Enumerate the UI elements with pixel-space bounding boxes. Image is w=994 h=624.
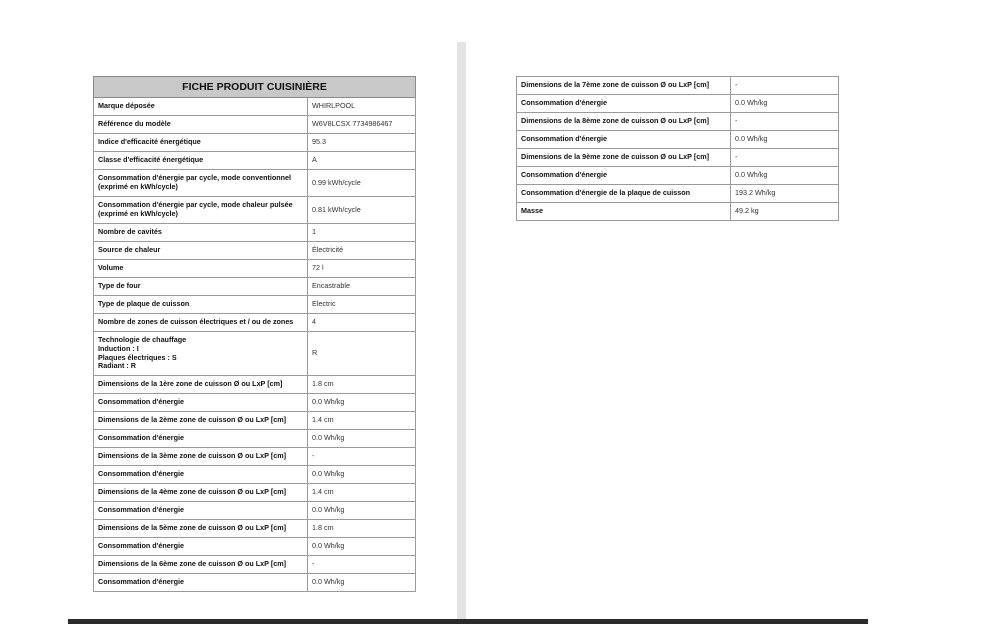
table-row [517, 149, 839, 167]
row-label: Type de plaque de cuisson [94, 296, 308, 314]
row-value: 49.2 kg [731, 203, 839, 221]
row-value: 0.0 Wh/kg [731, 131, 839, 149]
table-row [517, 95, 839, 113]
row-value: - [731, 113, 839, 131]
row-label: Dimensions de la 2ème zone de cuisson Ø ou LxP [cm] [94, 412, 308, 430]
table-body [517, 77, 839, 221]
row-label: Masse [517, 203, 731, 221]
row-value: 1.8 cm [308, 520, 416, 538]
row-label: Volume [94, 260, 308, 278]
row-value: 72 l [308, 260, 416, 278]
row-label: Dimensions de la 6ème zone de cuisson Ø ou LxP [cm] [94, 556, 308, 574]
row-value: 0.0 Wh/kg [308, 574, 416, 592]
table-row [517, 113, 839, 131]
table-row [94, 448, 416, 466]
table-header-row [94, 77, 416, 98]
table-row [94, 332, 416, 376]
table-row [94, 170, 416, 197]
row-value: R [308, 332, 416, 376]
row-label: Nombre de zones de cuisson électriques et / ou de zones [94, 314, 308, 332]
row-label: Dimensions de la 7ème zone de cuisson Ø ou LxP [cm] [517, 77, 731, 95]
row-value: - [731, 149, 839, 167]
table-row [517, 203, 839, 221]
table-row [94, 484, 416, 502]
row-value: Encastrable [308, 278, 416, 296]
table-row [517, 131, 839, 149]
table-row [94, 376, 416, 394]
row-value: 4 [308, 314, 416, 332]
table-row [94, 278, 416, 296]
row-value: 0.0 Wh/kg [731, 95, 839, 113]
row-label: Classe d'efficacité énergétique [94, 152, 308, 170]
row-label: Consommation d'énergie par cycle, mode conventionnel (exprimé en kWh/cycle) [94, 170, 308, 197]
row-label: Dimensions de la 9ème zone de cuisson Ø ou LxP [cm] [517, 149, 731, 167]
row-label: Consommation d'énergie [94, 430, 308, 448]
table-row [94, 116, 416, 134]
row-label: Marque déposée [94, 98, 308, 116]
table-row [94, 296, 416, 314]
table-row [94, 152, 416, 170]
row-label: Consommation d'énergie de la plaque de cuisson [517, 185, 731, 203]
row-value: 0.0 Wh/kg [308, 466, 416, 484]
viewer-bottom-bar [68, 619, 868, 624]
page-separator [457, 42, 466, 624]
row-value: - [731, 77, 839, 95]
row-label: Dimensions de la 1ère zone de cuisson Ø ou LxP [cm] [94, 376, 308, 394]
table-row [94, 224, 416, 242]
row-value: 1.8 cm [308, 376, 416, 394]
row-label: Dimensions de la 4ème zone de cuisson Ø ou LxP [cm] [94, 484, 308, 502]
table-row [94, 466, 416, 484]
table-row [94, 556, 416, 574]
table-row [94, 197, 416, 224]
table-row [94, 412, 416, 430]
row-value: 0.0 Wh/kg [308, 430, 416, 448]
row-label: Consommation d'énergie [94, 466, 308, 484]
row-label: Type de four [94, 278, 308, 296]
table-row [94, 520, 416, 538]
row-label: Consommation d'énergie [94, 538, 308, 556]
product-sheet-table [93, 76, 416, 592]
row-value: 0.0 Wh/kg [308, 394, 416, 412]
row-label: Source de chaleur [94, 242, 308, 260]
table-row [94, 242, 416, 260]
row-value: W6V8LCSX 7734986467 [308, 116, 416, 134]
row-label: Consommation d'énergie [94, 502, 308, 520]
row-value: 0.99 kWh/cycle [308, 170, 416, 197]
row-value: 95.3 [308, 134, 416, 152]
row-value: 1.4 cm [308, 484, 416, 502]
row-value: 0.0 Wh/kg [308, 538, 416, 556]
table-row [94, 314, 416, 332]
row-value: 0.0 Wh/kg [308, 502, 416, 520]
row-value: 0.81 kWh/cycle [308, 197, 416, 224]
row-value: 193.2 Wh/kg [731, 185, 839, 203]
table-row [517, 77, 839, 95]
row-value: 1.4 cm [308, 412, 416, 430]
table-row [94, 538, 416, 556]
table-row [517, 167, 839, 185]
row-label: Dimensions de la 3ème zone de cuisson Ø ou LxP [cm] [94, 448, 308, 466]
row-label: Référence du modèle [94, 116, 308, 134]
row-value: 1 [308, 224, 416, 242]
row-label: Dimensions de la 8ème zone de cuisson Ø ou LxP [cm] [517, 113, 731, 131]
table-row [517, 185, 839, 203]
row-label: Technologie de chauffage Induction : I Plaques électriques : S Radiant : R [94, 332, 308, 376]
row-value: - [308, 556, 416, 574]
table-row [94, 574, 416, 592]
row-label: Indice d'efficacité énergétique [94, 134, 308, 152]
row-label: Consommation d'énergie [517, 131, 731, 149]
row-label: Nombre de cavités [94, 224, 308, 242]
table-row [94, 98, 416, 116]
row-label: Consommation d'énergie par cycle, mode chaleur pulsée (exprimé en kWh/cycle) [94, 197, 308, 224]
row-value: 0.0 Wh/kg [731, 167, 839, 185]
row-value: Électricité [308, 242, 416, 260]
row-label: Consommation d'énergie [94, 574, 308, 592]
row-label: Dimensions de la 5ème zone de cuisson Ø ou LxP [cm] [94, 520, 308, 538]
table-body [94, 98, 416, 592]
table-row [94, 260, 416, 278]
table-row [94, 502, 416, 520]
row-label: Consommation d'énergie [517, 167, 731, 185]
row-value: A [308, 152, 416, 170]
row-value: - [308, 448, 416, 466]
table-row [94, 134, 416, 152]
row-label: Consommation d'énergie [517, 95, 731, 113]
product-sheet-table-continued [516, 76, 839, 221]
table-title: FICHE PRODUIT CUISINIÈRE [94, 77, 416, 98]
row-label: Consommation d'énergie [94, 394, 308, 412]
row-value: WHIRLPOOL [308, 98, 416, 116]
table-row [94, 394, 416, 412]
table-row [94, 430, 416, 448]
row-value: Electric [308, 296, 416, 314]
